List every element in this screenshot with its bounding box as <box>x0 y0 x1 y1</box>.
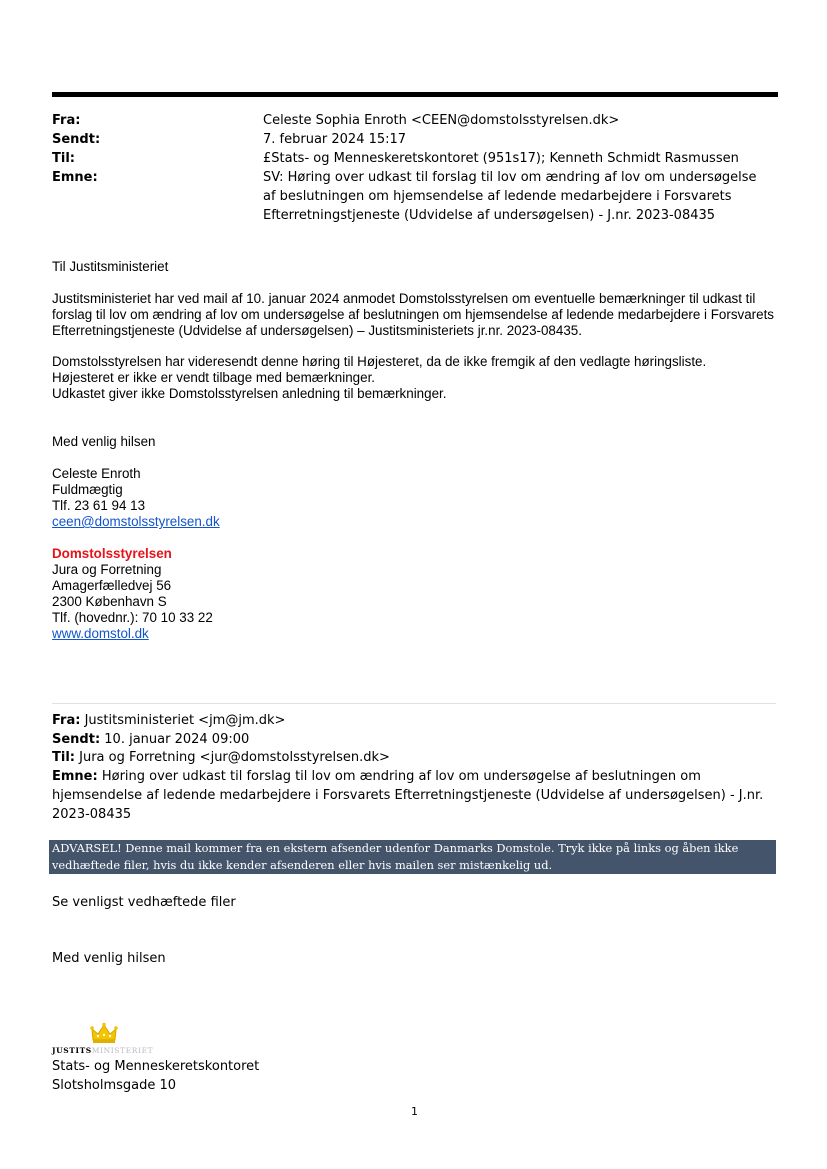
fwd-to-value: Jura og Forretning <jur@domstolsstyrelsen.dk> <box>74 750 390 765</box>
signature-phone: Tlf. 23 61 94 13 <box>52 498 146 513</box>
crown-icon <box>90 1022 118 1044</box>
fwd-to-label: Til: <box>52 750 75 765</box>
closing: Med venlig hilsen <box>52 434 156 449</box>
ministry-address: Slotsholmsgade 10 <box>52 1078 177 1093</box>
fwd-from <box>52 711 782 730</box>
fwd-subject <box>52 767 777 824</box>
fwd-sent-label: Sendt: <box>52 732 101 747</box>
page-number: 1 <box>411 1105 418 1118</box>
header-rule <box>52 92 778 97</box>
greeting: Til Justitsministeriet <box>52 259 169 274</box>
body-paragraph-2-line-3: Udkastet giver ikke Domstolsstyrelsen anledning til bemærkninger. <box>52 386 447 401</box>
divider <box>52 703 776 704</box>
signature-title: Fuldmægtig <box>52 482 123 497</box>
body-paragraph-1: Justitsministeriet har ved mail af 10. januar 2024 anmodet Domstolsstyrelsen om eventuelle bemærkninger til udkast til forslag til lov om ændring af lov om undersøgelse af beslutningen om hjemsendelse af ledende medarbejdere i Forsvarets Efterretningstjeneste (Udvidelse af undersøgelsen) – Justitsministeriets jr.nr. 2023-08435. <box>52 291 774 338</box>
fwd-from-label: Fra: <box>52 713 81 728</box>
signature-street: Amagerfælledvej 56 <box>52 578 172 593</box>
fwd-subject-label: Emne: <box>52 769 98 784</box>
to-value: £Stats- og Menneskeretskontoret (951s17); Kenneth Schmidt Rasmussen <box>263 151 739 166</box>
subject-value: SV: Høring over udkast til forslag til lov om ændring af lov om undersøgelse af beslutningen om hjemsendelse af ledende medarbejdere i Forsvarets Efterretningstjeneste (Udvidelse af undersøgelsen) - J.nr. 2023-08435 <box>263 170 757 223</box>
external-sender-warning: ADVARSEL! Denne mail kommer fra en ekstern afsender udenfor Danmarks Domstole. Tryk ikke på links og åben ikke vedhæftede filer, hvis du ikke kender afsenderen eller hvis mailen ser mistænkelig ud. <box>49 840 776 874</box>
body-paragraph-2-line-1: Domstolsstyrelsen har videresendt denne høring til Højesteret, da de ikke fremgik af den vedlagte høringsliste. <box>52 354 707 369</box>
signature-main-phone: Tlf. (hovednr.): 70 10 33 22 <box>52 610 213 625</box>
body-paragraph-2-line-2: Højesteret er ikke er vendt tilbage med bemærkninger. <box>52 370 376 385</box>
signature-dept: Jura og Forretning <box>52 562 162 577</box>
from-label: Fra: <box>52 113 81 128</box>
fwd-to <box>52 748 782 767</box>
sent-label: Sendt: <box>52 132 101 147</box>
signature-email-link[interactable]: ceen@domstolsstyrelsen.dk <box>52 514 220 529</box>
logo-part-1: JUSTITS <box>52 1046 92 1055</box>
fwd-sent <box>52 730 782 749</box>
ministry-office: Stats- og Menneskeretskontoret <box>52 1059 260 1074</box>
ministry-logo-text <box>52 1046 153 1055</box>
signature-org: Domstolsstyrelsen <box>52 546 172 561</box>
signature-name: Celeste Enroth <box>52 466 141 481</box>
signature-city: 2300 København S <box>52 594 167 609</box>
fwd-closing: Med venlig hilsen <box>52 951 166 966</box>
fwd-body-line: Se venligst vedhæftede filer <box>52 895 236 910</box>
to-label: Til: <box>52 151 75 166</box>
logo-part-2: MINISTERIET <box>91 1046 154 1055</box>
sent-value: 7. februar 2024 15:17 <box>263 132 407 147</box>
subject-label: Emne: <box>52 170 98 185</box>
signature-website-link[interactable]: www.domstol.dk <box>52 626 149 641</box>
from-value: Celeste Sophia Enroth <CEEN@domstolsstyrelsen.dk> <box>263 113 620 128</box>
fwd-subject-value: Høring over udkast til forslag til lov om ændring af lov om undersøgelse af beslutningen om hjemsendelse af ledende medarbejdere i Forsvarets Efterretningstjeneste (Udvidelse af undersøgelsen) - J.nr. 2023-08435 <box>52 769 764 822</box>
fwd-from-value: Justitsministeriet <jm@jm.dk> <box>80 713 286 728</box>
fwd-sent-value: 10. januar 2024 09:00 <box>100 732 250 747</box>
